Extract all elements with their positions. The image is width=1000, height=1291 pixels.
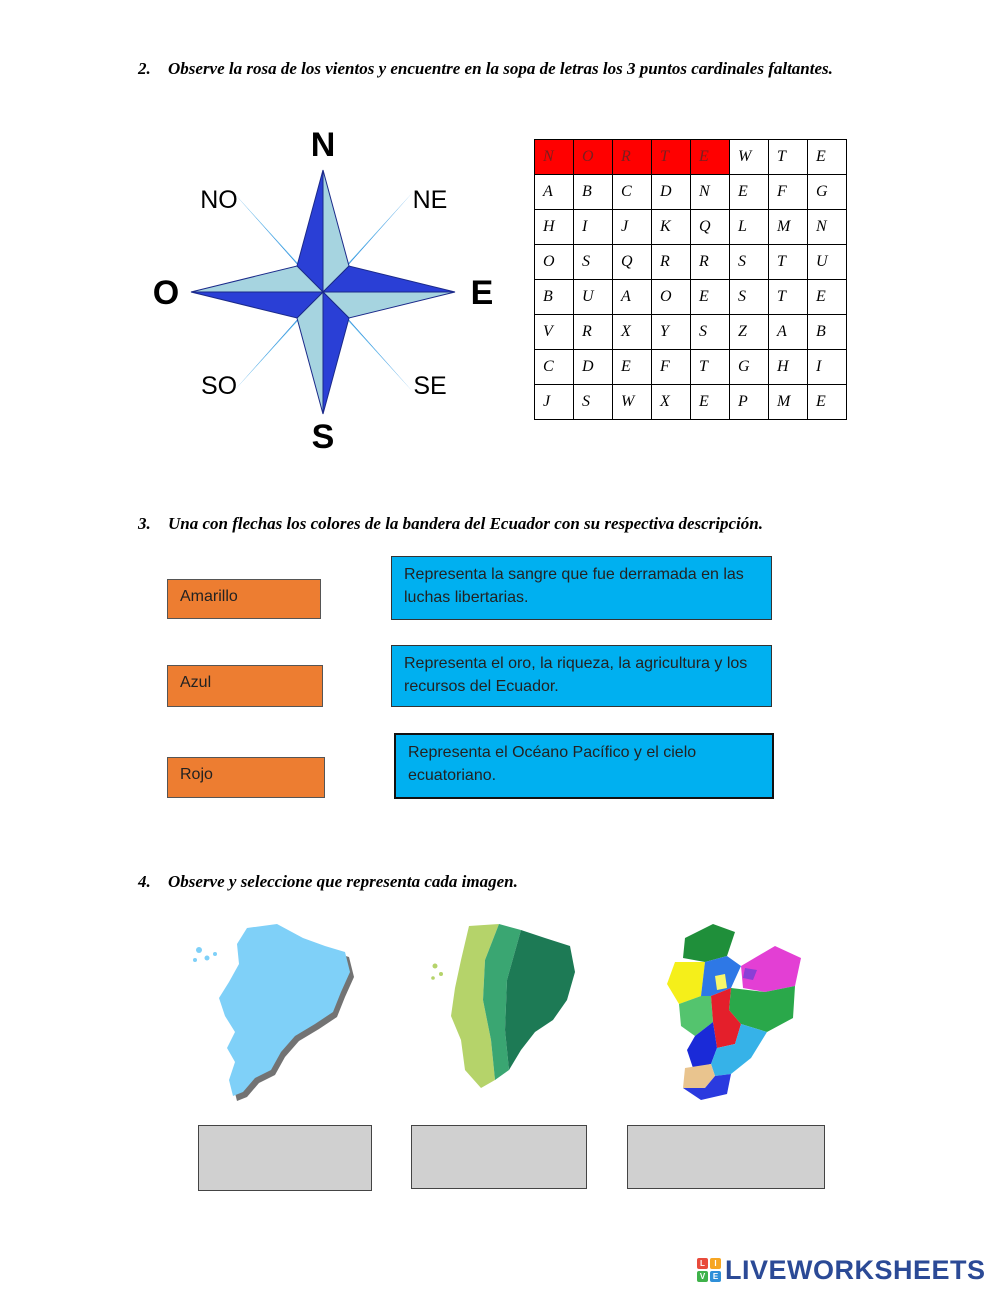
grid-cell[interactable]: T [769, 140, 808, 175]
question-4 [138, 870, 518, 893]
grid-row [535, 140, 847, 175]
grid-cell[interactable]: M [769, 385, 808, 420]
grid-cell[interactable]: M [769, 210, 808, 245]
grid-cell[interactable]: W [613, 385, 652, 420]
ecuador-regions-map-image [425, 920, 595, 1100]
grid-cell[interactable]: X [652, 385, 691, 420]
grid-row [535, 315, 847, 350]
grid-row [535, 210, 847, 245]
logo-wordmark: LIVEWORKSHEETS [725, 1254, 986, 1285]
grid-cell[interactable]: A [769, 315, 808, 350]
grid-cell[interactable]: S [691, 315, 730, 350]
compass-label-n: N [310, 126, 336, 164]
grid-cell[interactable]: U [808, 245, 847, 280]
answer-box-1[interactable] [198, 1125, 372, 1191]
question-2 [138, 57, 868, 80]
grid-cell[interactable]: E [730, 175, 769, 210]
color-option-azul[interactable]: Azul [167, 665, 323, 707]
logo-mark-icon [697, 1258, 721, 1282]
grid-cell[interactable]: E [691, 140, 730, 175]
grid-cell[interactable]: H [769, 350, 808, 385]
question-text: Una con flechas los colores de la bandera del Ecuador con su respectiva descripción. [168, 514, 763, 533]
grid-cell[interactable]: T [652, 140, 691, 175]
compass-label-e: E [470, 274, 494, 312]
grid-cell[interactable]: U [574, 280, 613, 315]
grid-cell[interactable]: E [808, 280, 847, 315]
description-oro[interactable]: Representa el oro, la riqueza, la agricultura y los recursos del Ecuador. [391, 645, 772, 707]
grid-cell[interactable]: N [535, 140, 574, 175]
compass-label-ne: NE [412, 186, 448, 214]
compass-rose-image [145, 122, 505, 462]
grid-cell[interactable]: T [691, 350, 730, 385]
grid-cell[interactable]: S [730, 245, 769, 280]
logo-letter: I [710, 1258, 721, 1269]
grid-cell[interactable]: K [652, 210, 691, 245]
grid-cell[interactable]: A [535, 175, 574, 210]
grid-cell[interactable]: J [535, 385, 574, 420]
grid-row [535, 175, 847, 210]
grid-cell[interactable]: F [769, 175, 808, 210]
grid-cell[interactable]: Q [691, 210, 730, 245]
compass-label-no: NO [200, 186, 238, 214]
color-option-amarillo[interactable]: Amarillo [167, 579, 321, 619]
grid-cell[interactable]: C [613, 175, 652, 210]
compass-label-o: O [152, 274, 180, 312]
logo-letter: E [710, 1271, 721, 1282]
grid-cell[interactable]: A [613, 280, 652, 315]
grid-cell[interactable]: H [535, 210, 574, 245]
grid-cell[interactable]: Q [613, 245, 652, 280]
grid-cell[interactable]: I [808, 350, 847, 385]
grid-cell[interactable]: G [730, 350, 769, 385]
word-search-grid [534, 139, 847, 420]
grid-row [535, 245, 847, 280]
grid-cell[interactable]: G [808, 175, 847, 210]
grid-cell[interactable]: W [730, 140, 769, 175]
grid-cell[interactable]: O [574, 140, 613, 175]
grid-cell[interactable]: O [652, 280, 691, 315]
description-oceano[interactable]: Representa el Océano Pacífico y el cielo ecuatoriano. [394, 733, 774, 799]
grid-cell[interactable]: E [808, 140, 847, 175]
grid-row [535, 280, 847, 315]
ecuador-provinces-map-image [655, 918, 815, 1103]
grid-cell[interactable]: D [574, 350, 613, 385]
logo-letter: L [697, 1258, 708, 1269]
grid-cell[interactable]: R [691, 245, 730, 280]
grid-cell[interactable]: S [574, 385, 613, 420]
grid-cell[interactable]: Y [652, 315, 691, 350]
grid-cell[interactable]: V [535, 315, 574, 350]
grid-cell[interactable]: R [613, 140, 652, 175]
color-option-rojo[interactable]: Rojo [167, 757, 325, 798]
grid-row [535, 350, 847, 385]
grid-cell[interactable]: O [535, 245, 574, 280]
grid-row [535, 385, 847, 420]
grid-cell[interactable]: T [769, 280, 808, 315]
grid-cell[interactable]: E [808, 385, 847, 420]
grid-cell[interactable]: P [730, 385, 769, 420]
compass-label-so: SO [200, 372, 238, 400]
compass-label-s: S [311, 418, 335, 456]
question-number: 3. [138, 514, 151, 533]
answer-box-3[interactable] [627, 1125, 825, 1189]
question-text: Observe y seleccione que representa cada imagen. [168, 872, 518, 891]
grid-cell[interactable]: T [769, 245, 808, 280]
compass-label-se: SE [413, 372, 447, 400]
question-text: Observe la rosa de los vientos y encuentre en la sopa de letras los 3 puntos cardinales faltantes. [168, 59, 833, 78]
grid-cell[interactable]: B [574, 175, 613, 210]
description-sangre[interactable]: Representa la sangre que fue derramada en las luchas libertarias. [391, 556, 772, 620]
grid-cell[interactable]: J [613, 210, 652, 245]
grid-cell[interactable]: N [691, 175, 730, 210]
question-number: 2. [138, 59, 151, 78]
grid-cell[interactable]: R [652, 245, 691, 280]
grid-cell[interactable]: I [574, 210, 613, 245]
grid-cell[interactable]: E [691, 385, 730, 420]
logo-letter: V [697, 1271, 708, 1282]
grid-cell[interactable]: B [808, 315, 847, 350]
grid-cell[interactable]: N [808, 210, 847, 245]
grid-cell[interactable]: X [613, 315, 652, 350]
grid-cell[interactable]: E [613, 350, 652, 385]
grid-cell[interactable]: Z [730, 315, 769, 350]
question-number: 4. [138, 872, 151, 891]
grid-cell[interactable]: L [730, 210, 769, 245]
grid-cell[interactable]: E [691, 280, 730, 315]
grid-cell[interactable]: R [574, 315, 613, 350]
grid-cell[interactable]: S [574, 245, 613, 280]
grid-cell[interactable]: F [652, 350, 691, 385]
ecuador-outline-map-image [185, 920, 370, 1105]
grid-cell[interactable]: B [535, 280, 574, 315]
grid-cell[interactable]: D [652, 175, 691, 210]
grid-cell[interactable]: C [535, 350, 574, 385]
answer-box-2[interactable] [411, 1125, 587, 1189]
grid-cell[interactable]: S [730, 280, 769, 315]
question-3 [138, 512, 763, 535]
liveworksheets-logo [697, 1255, 986, 1285]
